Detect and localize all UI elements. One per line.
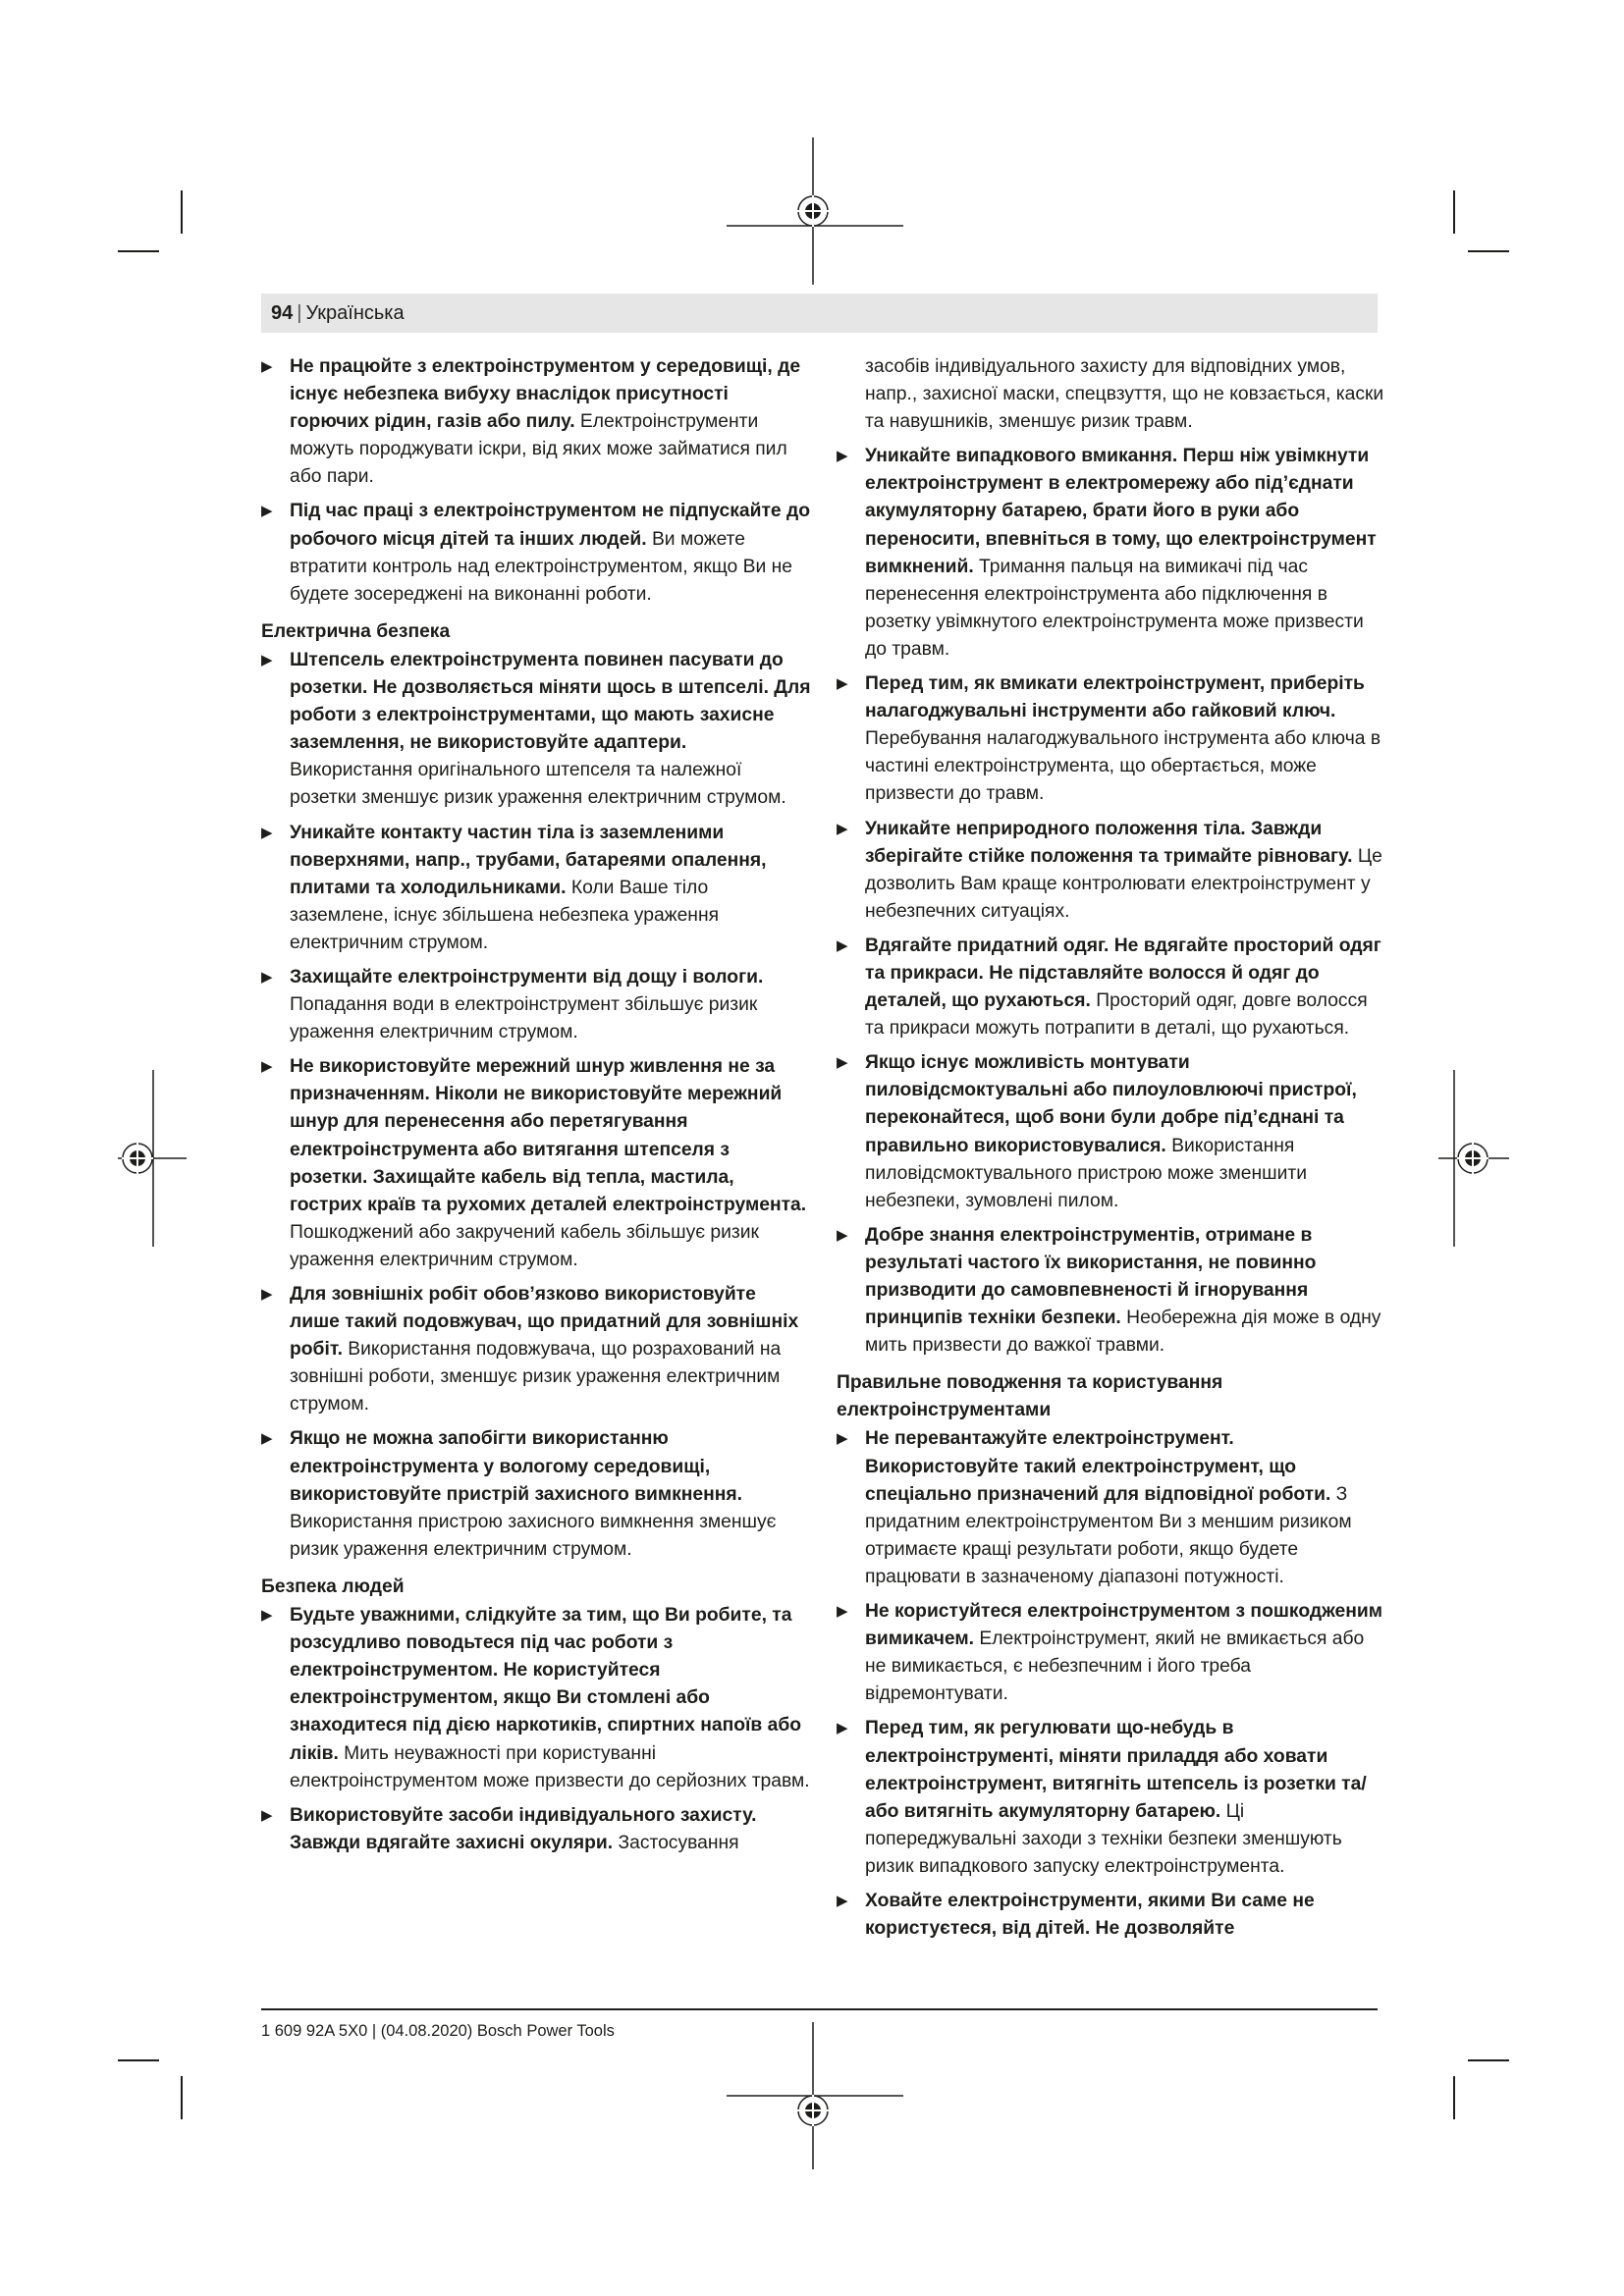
list-item xyxy=(837,933,1386,1042)
bullet-triangle-icon: ▶ xyxy=(261,1058,273,1076)
item-bold-text: Добре знання електроінструментів, отримане в результаті частого їх використання, не повинно призводити до самовпевненості й ігнорування принципів техніки безпеки. xyxy=(865,1224,1317,1329)
list-item xyxy=(837,1222,1386,1360)
bullet-triangle-icon: ▶ xyxy=(837,1226,848,1244)
item-text: Коли Ваше тіло заземлене, існує збільшена небезпека ураження електричним струмом. xyxy=(290,877,720,953)
item-bold-text: Штепсель електроінструмента повинен пасувати до розетки. Не дозволяється міняти щось в штепселі. Для роботи з електроінструментами, що мають захисне заземлення, не використовуйте адаптери. xyxy=(290,649,811,754)
item-text: Електроінструмент, який не вмикається або не вимикається, є небезпечним і його треба відремонтувати. xyxy=(865,1629,1365,1705)
crop-mark xyxy=(1468,2059,1509,2061)
list-item xyxy=(261,964,811,1046)
item-text: Перебування налагоджувального інструмента або ключа в частині електроінструмента, що обертається, може призвести до травм. xyxy=(865,728,1381,805)
item-bold-text: Уникайте випадкового вмикання. Перш ніж увімкнути електроінструмент в електромережу або під’єднати акумуляторну батарею, брати його в руки або переносити, впевніться в тому, що електроінструмент вимкнений. xyxy=(865,446,1377,577)
item-text: Використання подовжувача, що розрахований на зовнішні роботи, зменшує ризик ураження електричним струмом. xyxy=(290,1339,782,1415)
bullet-triangle-icon: ▶ xyxy=(837,820,848,837)
list-item xyxy=(837,816,1386,926)
list-item xyxy=(837,1425,1386,1591)
crop-mark xyxy=(1453,190,1455,234)
item-bold-text: Для зовнішніх робіт обов’язково використовуйте лише такий подовжувач, що придатний для зовнішніх робіт. xyxy=(290,1284,799,1361)
item-text: Це дозволить Вам краще контролювати електроінструмент у небезпечних ситуаціях. xyxy=(865,845,1382,922)
item-bold-text: Під час праці з електроінструментом не підпускайте до робочого місця дітей та інших людей. xyxy=(290,501,811,550)
bullet-triangle-icon: ▶ xyxy=(261,1806,273,1824)
bullet-triangle-icon: ▶ xyxy=(837,1054,848,1072)
item-text: Необережна дія може в одну мить призвести до важкої травми. xyxy=(865,1308,1381,1357)
list-item xyxy=(837,1598,1386,1708)
header-language: Українська xyxy=(305,302,405,324)
item-bold-text: Якщо існує можливість монтувати пиловідсмоктувальні або пилоуловлюючі пристрої, переконайтеся, щоб вони були добре під’єднані та правильно використовувалися. xyxy=(865,1052,1357,1156)
bullet-triangle-icon: ▶ xyxy=(837,448,848,465)
bullet-triangle-icon: ▶ xyxy=(261,824,273,841)
list-item xyxy=(261,498,811,608)
list-item xyxy=(837,670,1386,808)
item-bold-text: Будьте уважними, слідкуйте за тим, що Ви робите, та розсудливо поводьтеся під час роботи з електроінструментом. Не користуйтеся електроінструментом, якщо Ви стомлені або знаходитеся під дією наркотиків, спиртних напоїв або ліків. xyxy=(290,1605,802,1764)
crop-mark xyxy=(118,250,159,252)
crop-mark xyxy=(181,190,183,234)
list-item xyxy=(261,647,811,813)
bullet-triangle-icon: ▶ xyxy=(837,1892,848,1909)
item-bold-text: Перед тим, як регулювати що-небудь в електроінструменті, міняти приладдя або ховати електроінструмент, витягніть штепсель із розетки та/або витягніть акумуляторну батарею. xyxy=(865,1718,1367,1822)
section-heading: Правильне поводження та користування електроінструментами xyxy=(837,1372,1223,1421)
list-item xyxy=(837,1888,1386,1943)
list-item xyxy=(837,443,1386,664)
list-item xyxy=(837,1049,1386,1215)
item-bold-text: Використовуйте засоби індивідуального захисту. Завжди вдягайте захисні окуляри. xyxy=(290,1804,757,1853)
page-number: 94 xyxy=(271,302,294,324)
bullet-triangle-icon: ▶ xyxy=(261,503,273,520)
bullet-triangle-icon: ▶ xyxy=(837,1430,848,1448)
bullet-triangle-icon: ▶ xyxy=(837,936,848,954)
registration-mark-icon xyxy=(118,1070,187,1247)
left-column xyxy=(261,353,811,1864)
item-text: Тримання пальця на вимикачі під час перенесення електроінструмента або підключення в розетку увімкнутого електроінструмента може призвести до травм. xyxy=(865,556,1364,660)
item-bold-text: Не перевантажуйте електроінструмент. Використовуйте такий електроінструмент, що спеціально призначений для відповідної роботи. xyxy=(865,1428,1331,1505)
section-heading: Електрична безпека xyxy=(261,620,451,642)
item-text: Застосування xyxy=(613,1832,739,1853)
list-item xyxy=(261,1425,811,1563)
item-bold-text: Уникайте контакту частин тіла із заземленими поверхнями, напр., трубами, батареями опалення, плитами та холодильниками. xyxy=(290,822,767,898)
bullet-triangle-icon: ▶ xyxy=(261,358,273,375)
crop-mark xyxy=(118,2059,159,2061)
section-heading: Безпека людей xyxy=(261,1575,405,1597)
list-item xyxy=(261,353,811,491)
bullet-triangle-icon: ▶ xyxy=(837,1603,848,1621)
item-bold-text: Захищайте електроінструменти від дощу і вологи. xyxy=(290,966,764,988)
item-bold-text: Не використовуйте мережний шнур живлення не за призначенням. Ніколи не використовуйте мережний шнур для перенесення або перетягування електроінструмента або витягання штепселя з розетки. Захищайте кабель від тепла, мастила, гострих країв та рухомих деталей електроінструмента. xyxy=(290,1056,807,1215)
item-text: Електроінструменти можуть породжувати іскри, від яких може займатися пил або пари. xyxy=(290,411,787,488)
page-footer: 1 609 92A 5X0 | (04.08.2020) Bosch Power Tools xyxy=(261,2022,615,2040)
item-text: Ці попереджувальні заходи з техніки безпеки зменшують ризик випадкового запуску електроінструмента. xyxy=(865,1800,1342,1877)
bullet-triangle-icon: ▶ xyxy=(261,651,273,668)
bullet-triangle-icon: ▶ xyxy=(261,1607,273,1625)
item-text: Ви можете втратити контроль над електроінструментом, якщо Ви не будете зосереджені на виконанні роботи. xyxy=(290,528,792,605)
registration-mark-icon xyxy=(727,2022,903,2169)
item-bold-text: Вдягайте придатний одяг. Не вдягайте просторий одяг та прикраси. Не підставляйте волосся й одяг до деталей, що рухаються. xyxy=(865,934,1381,1012)
bullet-triangle-icon: ▶ xyxy=(261,968,273,986)
item-text: Мить неуважності при користуванні електроінструментом може призвести до серйозних травм. xyxy=(290,1742,810,1791)
list-item xyxy=(837,1715,1386,1881)
item-text: Просторий одяг, довге волосся та прикраси можуть потрапити в деталі, що рухаються. xyxy=(865,990,1368,1040)
crop-mark xyxy=(181,2076,183,2119)
item-text: Використання пиловідсмоктувального пристрою може зменшити небезпеки, зумовлені пилом. xyxy=(865,1135,1307,1211)
item-text: Використання пристрою захисного вимкнення зменшує ризик ураження електричним струмом. xyxy=(290,1511,777,1560)
bullet-triangle-icon: ▶ xyxy=(837,1720,848,1737)
page-header xyxy=(261,294,1378,333)
footer-divider xyxy=(261,2008,1378,2010)
right-column xyxy=(837,353,1386,1949)
bullet-triangle-icon: ▶ xyxy=(261,1286,273,1303)
item-text: Використання оригінального штепселя та належної розетки зменшує ризик ураження електричним струмом. xyxy=(290,760,786,809)
item-bold-text: Якщо не можна запобігти використанню електроінструмента у вологому середовищі, використовуйте пристрій захисного вимкнення. xyxy=(290,1428,743,1505)
crop-mark xyxy=(1453,2076,1455,2119)
list-item xyxy=(261,1053,811,1274)
item-bold-text: Не користуйтеся електроінструментом з пошкодженим вимикачем. xyxy=(865,1601,1382,1650)
list-item xyxy=(261,820,811,957)
item-bold-text: Уникайте неприродного положення тіла. Завжди зберігайте стійке положення та тримайте рівновагу. xyxy=(865,818,1353,867)
item-bold-text: Не працюйте з електроінструментом у середовищі, де існує небезпека вибуху внаслідок присутності горючих рідин, газів або пилу. xyxy=(290,356,801,433)
crop-mark xyxy=(1468,250,1509,252)
header-text: 94 | Українська xyxy=(271,302,405,324)
list-item xyxy=(261,1602,811,1795)
item-bold-text: Перед тим, як вмикати електроінструмент, приберіть налагоджувальні інструменти або гайковий ключ. xyxy=(865,673,1365,722)
bullet-triangle-icon: ▶ xyxy=(261,1430,273,1448)
item-bold-text: Ховайте електроінструменти, якими Ви саме не користуєтеся, від дітей. Не дозволяйте xyxy=(865,1890,1315,1940)
registration-mark-icon xyxy=(1438,1070,1509,1247)
list-item xyxy=(261,1802,811,1857)
continuation-text: засобів індивідуального захисту для відповідних умов, напр., захисної маски, спецвзуття, що не ковзається, каски та навушників, зменшує ризик травм. xyxy=(865,356,1384,433)
item-text: Попадання води в електроінструмент збільшує ризик ураження електричним струмом. xyxy=(290,994,758,1043)
bullet-triangle-icon: ▶ xyxy=(837,675,848,693)
item-text: Пошкоджений або закручений кабель збільшує ризик ураження електричним струмом. xyxy=(290,1221,759,1270)
registration-mark-icon xyxy=(727,137,903,285)
item-text: З придатним електроінструментом Ви з меншим ризиком отримаєте кращі результати роботи, якщо будете працювати в зазначеному діапазоні потужності. xyxy=(865,1483,1352,1587)
list-item xyxy=(261,1281,811,1418)
